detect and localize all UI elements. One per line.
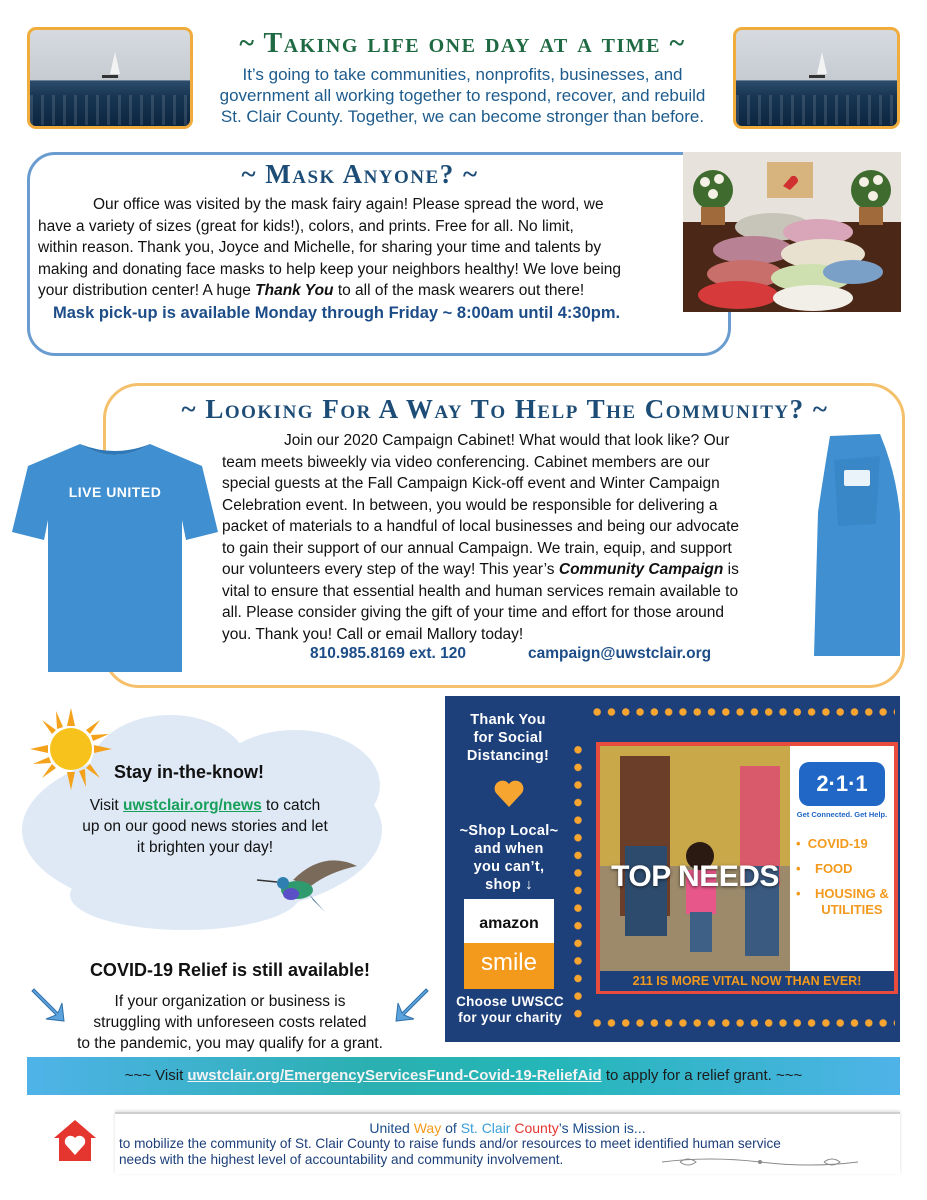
help-line-3: special guests at the Fall Campaign Kick-off event and Winter Campaign <box>222 475 720 492</box>
mask-body <box>38 194 688 302</box>
covid-relief-text <box>60 991 400 1054</box>
need-housing: • HOUSING & UTILITIES <box>796 886 896 918</box>
mask-line-3: within reason. Thank you, Joyce and Michelle, for sharing your time and talents by <box>38 239 602 256</box>
logo-211-tagline: Get Connected. Get Help. <box>796 810 888 819</box>
mask-line-1: Our office was visited by the mask fairy again! Please spread the word, we <box>93 196 604 213</box>
need-housing-text: HOUSING & UTILITIES <box>815 886 889 917</box>
relief-text <box>27 1057 900 1095</box>
sailboat-photo-right <box>733 27 900 129</box>
stay-text <box>40 795 370 858</box>
taking-line-1: It’s going to take communities, nonprofits, businesses, and <box>242 65 683 84</box>
help-line-1: Join our 2020 Campaign Cabinet! What would that look like? Our <box>284 432 730 449</box>
mission-line-2: needs with the highest level of accountability and community involvement. <box>119 1152 564 1167</box>
choose-line-2: for your charity <box>458 1010 562 1025</box>
shop-line-2: and when <box>474 841 544 857</box>
mission-way: Way <box>413 1120 442 1136</box>
social-distancing-panel <box>445 696 900 1042</box>
logo-211-text: 2·1·1 <box>816 771 868 796</box>
covid-relief-title: COVID-19 Relief is still available! <box>89 960 371 980</box>
mask-line-5 <box>38 280 688 302</box>
taking-life-text <box>195 64 730 127</box>
dots-left <box>573 741 583 1026</box>
stay-line-2: up on our good news stories and let <box>82 818 328 835</box>
sun-icon <box>30 708 112 790</box>
thanks-text <box>453 711 563 765</box>
mask-line-2: have a variety of sizes (great for kids!), colors, and prints. Free for all. No limit, <box>38 217 574 235</box>
help-line-9: all. Please consider giving the gift of your time and effort for those around <box>222 604 725 621</box>
mission-of: of <box>445 1120 457 1136</box>
heart-icon <box>493 780 525 808</box>
vital-banner: 211 IS MORE VITAL NOW THAN EVER! <box>600 971 894 991</box>
relief-prefix: ~~~ Visit <box>124 1067 188 1084</box>
help-line-7-start: our volunteers every step of the way! This year’s <box>222 561 559 578</box>
need-covid: • COVID-19 <box>796 836 868 851</box>
covid-line-3: to the pandemic, you may qualify for a grant. <box>77 1035 383 1052</box>
shop-line-3: you can’t, <box>473 859 545 875</box>
shop-line-4: shop ↓ <box>485 877 533 893</box>
thanks-line-3: Distancing! <box>466 748 550 764</box>
thank-you-emphasis: Thank You <box>255 282 334 299</box>
help-line-4: Celebration event. In between, you would be responsible for delivering a <box>222 496 718 514</box>
smile-word: smile <box>480 949 537 976</box>
poster-photo <box>600 746 790 971</box>
stay-after-link: to catch <box>261 797 321 814</box>
house-heart-icon <box>52 1117 98 1163</box>
stay-line-3: it brighten your day! <box>136 839 274 856</box>
mask-line-5-end: to all of the mask wearers out there! <box>333 282 585 299</box>
live-united-shirt-side <box>810 432 900 664</box>
sailboat-photo-left <box>27 27 193 129</box>
shirt-text: LIVE UNITED <box>68 484 162 500</box>
mask-title: ~ Mask Anyone? ~ <box>241 159 479 189</box>
community-campaign-emphasis: Community Campaign <box>558 561 724 578</box>
help-line-7-end: is <box>723 561 739 578</box>
mask-line-4: making and donating face masks to help keep your neighbors healthy! We love being <box>38 260 622 278</box>
flourish-divider <box>660 1155 860 1169</box>
amazon-word: amazon <box>479 915 539 932</box>
campaign-email[interactable]: campaign@uwstclair.org <box>528 645 712 662</box>
choose-text <box>445 994 575 1026</box>
shop-local-text <box>445 822 573 894</box>
mission-tail: ’s Mission is... <box>558 1120 646 1136</box>
help-body <box>222 430 807 645</box>
mission-st-clair: St. Clair <box>460 1120 511 1136</box>
help-line-5: packet of materials to a handful of local businesses and being our advocate <box>222 518 739 535</box>
help-title: ~ Looking For A Way To Help The Community? ~ <box>181 394 829 424</box>
mission-heading <box>115 1120 900 1136</box>
hummingbird-icon <box>253 850 358 915</box>
taking-life-title: ~ Taking life one day at a time ~ <box>239 28 686 59</box>
mission-line-1: to mobilize the community of St. Clair County to raise funds and/or resources to meet identified human service <box>119 1136 781 1151</box>
stay-title: Stay in-the-know! <box>114 762 265 782</box>
covid-line-2: struggling with unforeseen costs related <box>93 1014 367 1031</box>
shop-line-1: ~Shop Local~ <box>459 823 559 839</box>
thanks-line-1: Thank You <box>470 712 546 728</box>
top-needs-poster <box>596 742 898 994</box>
mask-line-5-start: your distribution center! A huge <box>38 282 256 299</box>
need-food-text: FOOD <box>815 861 853 876</box>
thanks-line-2: for Social <box>473 730 543 746</box>
campaign-phone[interactable]: 810.985.8169 ext. 120 <box>310 645 466 662</box>
stay-line-1 <box>40 795 370 816</box>
news-link[interactable]: uwstclair.org/news <box>123 797 262 814</box>
mask-pickup-hours: Mask pick-up is available Monday through Friday ~ 8:00am until 4:30pm. <box>53 304 621 322</box>
taking-line-2: government all working together to respond, recover, and rebuild <box>219 86 706 105</box>
help-line-10: you. Thank you! Call or email Mallory today! <box>222 625 524 643</box>
covid-line-1: If your organization or business is <box>114 993 346 1010</box>
mission-united: United <box>369 1120 410 1136</box>
masks-photo <box>683 152 901 312</box>
top-needs-heading: TOP NEEDS <box>611 860 779 893</box>
mission-county: County <box>514 1120 559 1136</box>
need-food: • FOOD <box>796 861 853 876</box>
choose-line-1: Choose UWSCC <box>456 994 564 1009</box>
amazon-smile-logo[interactable] <box>464 899 554 989</box>
need-covid-text: COVID-19 <box>807 836 868 851</box>
help-line-2: team meets biweekly via video conferencing. Cabinet members are our <box>222 453 710 471</box>
logo-211 <box>799 762 885 806</box>
dots-top <box>590 707 895 717</box>
needs-list <box>796 836 896 918</box>
taking-line-3: St. Clair County. Together, we can become stronger than before. <box>220 107 705 126</box>
dots-bottom <box>590 1018 895 1028</box>
relief-link[interactable]: uwstclair.org/EmergencyServicesFund-Covid-19-ReliefAid <box>187 1067 602 1084</box>
help-line-7 <box>222 559 807 581</box>
relief-grant-bar <box>27 1057 900 1095</box>
live-united-shirt-front <box>10 436 220 676</box>
help-line-8: vital to ensure that essential health and human services remain available to <box>222 582 739 600</box>
help-line-6: to gain their support of our annual Campaign. We train, equip, and support <box>222 539 732 557</box>
relief-suffix: to apply for a relief grant. ~~~ <box>601 1067 803 1084</box>
stay-visit: Visit <box>89 797 124 814</box>
